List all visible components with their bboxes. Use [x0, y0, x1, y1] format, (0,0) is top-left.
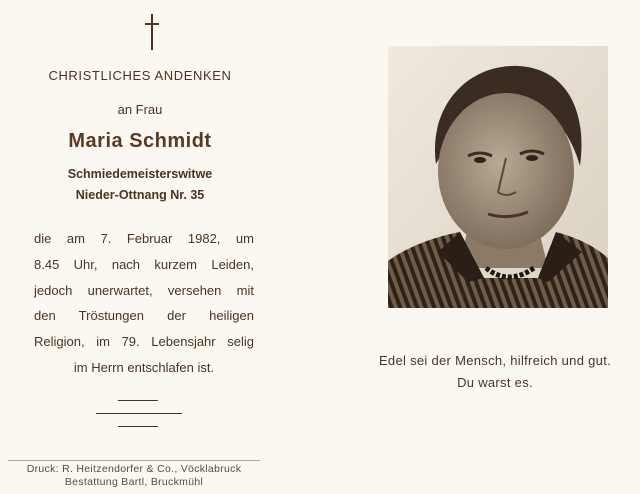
- obituary-line: die am 7. Februar 1982, um: [34, 231, 254, 246]
- obituary-text: [34, 226, 254, 381]
- obituary-line: im Herrn entschlafen ist.: [73, 359, 215, 375]
- obituary-line: jedoch unerwartet, versehen mit: [34, 282, 254, 298]
- address: Nieder-Ottnang Nr. 35: [75, 188, 205, 202]
- deceased-name: Maria Schmidt: [68, 130, 212, 152]
- divider-rule: [118, 400, 158, 401]
- latin-cross-icon: [145, 14, 159, 50]
- quote-line: Du warst es.: [457, 375, 533, 390]
- printer-line: Druck: R. Heitzendorfer & Co., Vöcklabruck: [26, 463, 242, 475]
- salutation: an Frau: [117, 102, 163, 117]
- obituary-line: Religion, im 79. Lebensjahr selig: [34, 334, 254, 350]
- obituary-line: 8.45 Uhr, nach kurzem Leiden,: [34, 256, 254, 272]
- occupation: Schmiedemeisterswitwe: [67, 167, 213, 181]
- divider-rule: [96, 413, 182, 414]
- portrait-photo: [388, 46, 608, 308]
- quote-line: Edel sei der Mensch, hilfreich und gut.: [378, 353, 612, 368]
- memorial-quote: [360, 350, 630, 394]
- card-heading: CHRISTLICHES ANDENKEN: [48, 68, 232, 83]
- printer-credit: [8, 460, 260, 489]
- funeral-home-line: Bestattung Bartl, Bruckmühl: [64, 476, 204, 488]
- divider-rule: [118, 426, 158, 427]
- obituary-line: den Tröstungen der heiligen: [34, 308, 254, 324]
